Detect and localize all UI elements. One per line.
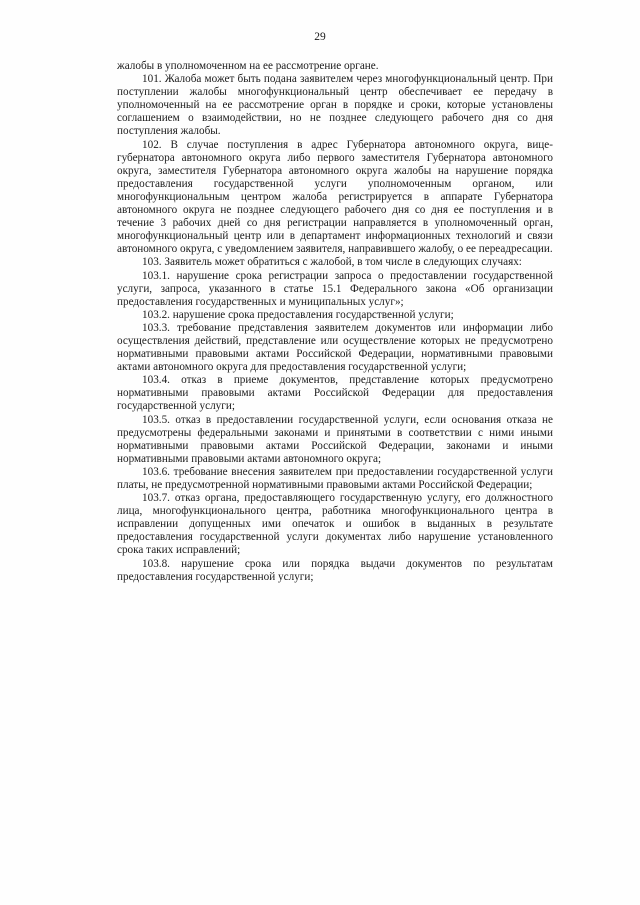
paragraph-103-3: 103.3. требование представления заявителем документов или информации либо осуществления действий, представление или осуществление которых не предусмотрено нормативными правовыми актами Российской Федерации, нормативными правовыми актами автономного округа для предоставления государственной услуги; — [117, 321, 553, 374]
document-body — [117, 60, 553, 584]
paragraph-103-7: 103.7. отказ органа, предоставляющего государственную услугу, его должностного лица, многофункционального центра, работника многофункционального центра в исправлении допущенных ими опечаток и ошибок в выданных в результате предоставления государственной услуги документах либо нарушение установленного срока таких исправлений; — [117, 492, 553, 557]
paragraph-103-1: 103.1. нарушение срока регистрации запроса о предоставлении государственной услуги, запроса, указанного в статье 15.1 Федерального закона «Об организации предоставления государственных и муниципальных услуг»; — [117, 269, 553, 308]
paragraph-103: 103. Заявитель может обратиться с жалобой, в том числе в следующих случаях: — [142, 256, 522, 269]
paragraph-103-8: 103.8. нарушение срока или порядка выдачи документов по результатам предоставления государственной услуги; — [117, 557, 553, 583]
paragraph-101: 101. Жалоба может быть подана заявителем через многофункциональный центр. При поступлении жалобы многофункциональный центр обеспечивает ее передачу в уполномоченный на ее рассмотрение орган в порядке и сроки, которые установлены соглашением о взаимодействии, но не позднее следующего рабочего дня со дня поступления жалобы. — [117, 73, 553, 138]
paragraph-103-4: 103.4. отказ в приеме документов, представление которых предусмотрено нормативными правовыми актами Российской Федерации для предоставления государственной услуги; — [117, 374, 553, 413]
paragraph-103-6: 103.6. требование внесения заявителем при предоставлении государственной услуги платы, не предусмотренной нормативными правовыми актами Российской Федерации; — [117, 465, 553, 491]
paragraph-103-5: 103.5. отказ в предоставлении государственной услуги, если основания отказа не предусмотрены федеральными законами и принятыми в соответствии с ними иными нормативными правовыми актами Российской Федерации, законами и иными нормативными правовыми актами автономного округа; — [117, 413, 553, 465]
page-number: 29 — [314, 31, 326, 43]
paragraph-continuation: жалобы в уполномоченном на ее рассмотрение органе. — [117, 60, 379, 72]
paragraph-102: 102. В случае поступления в адрес Губернатора автономного округа, вице-губернатора автономного округа либо первого заместителя Губернатора автономного округа, заместителя Губернатора автономного округа жалобы на нарушение порядка предоставления государственной услуги уполномоченным органом, или многофункциональным центром жалоба регистрируется в аппарате Губернатора автономного округа не позднее следующего рабочего дня со дня ее поступления и в течение 3 рабочих дней со дня регистрации направляется в уполномоченный орган, многофункциональный центр или в департамент информационных технологий и связи автономного округа, с уведомлением заявителя, направившего жалобу, о ее переадресации. — [117, 138, 553, 256]
paragraph-103-2: 103.2. нарушение срока предоставления государственной услуги; — [142, 308, 454, 321]
